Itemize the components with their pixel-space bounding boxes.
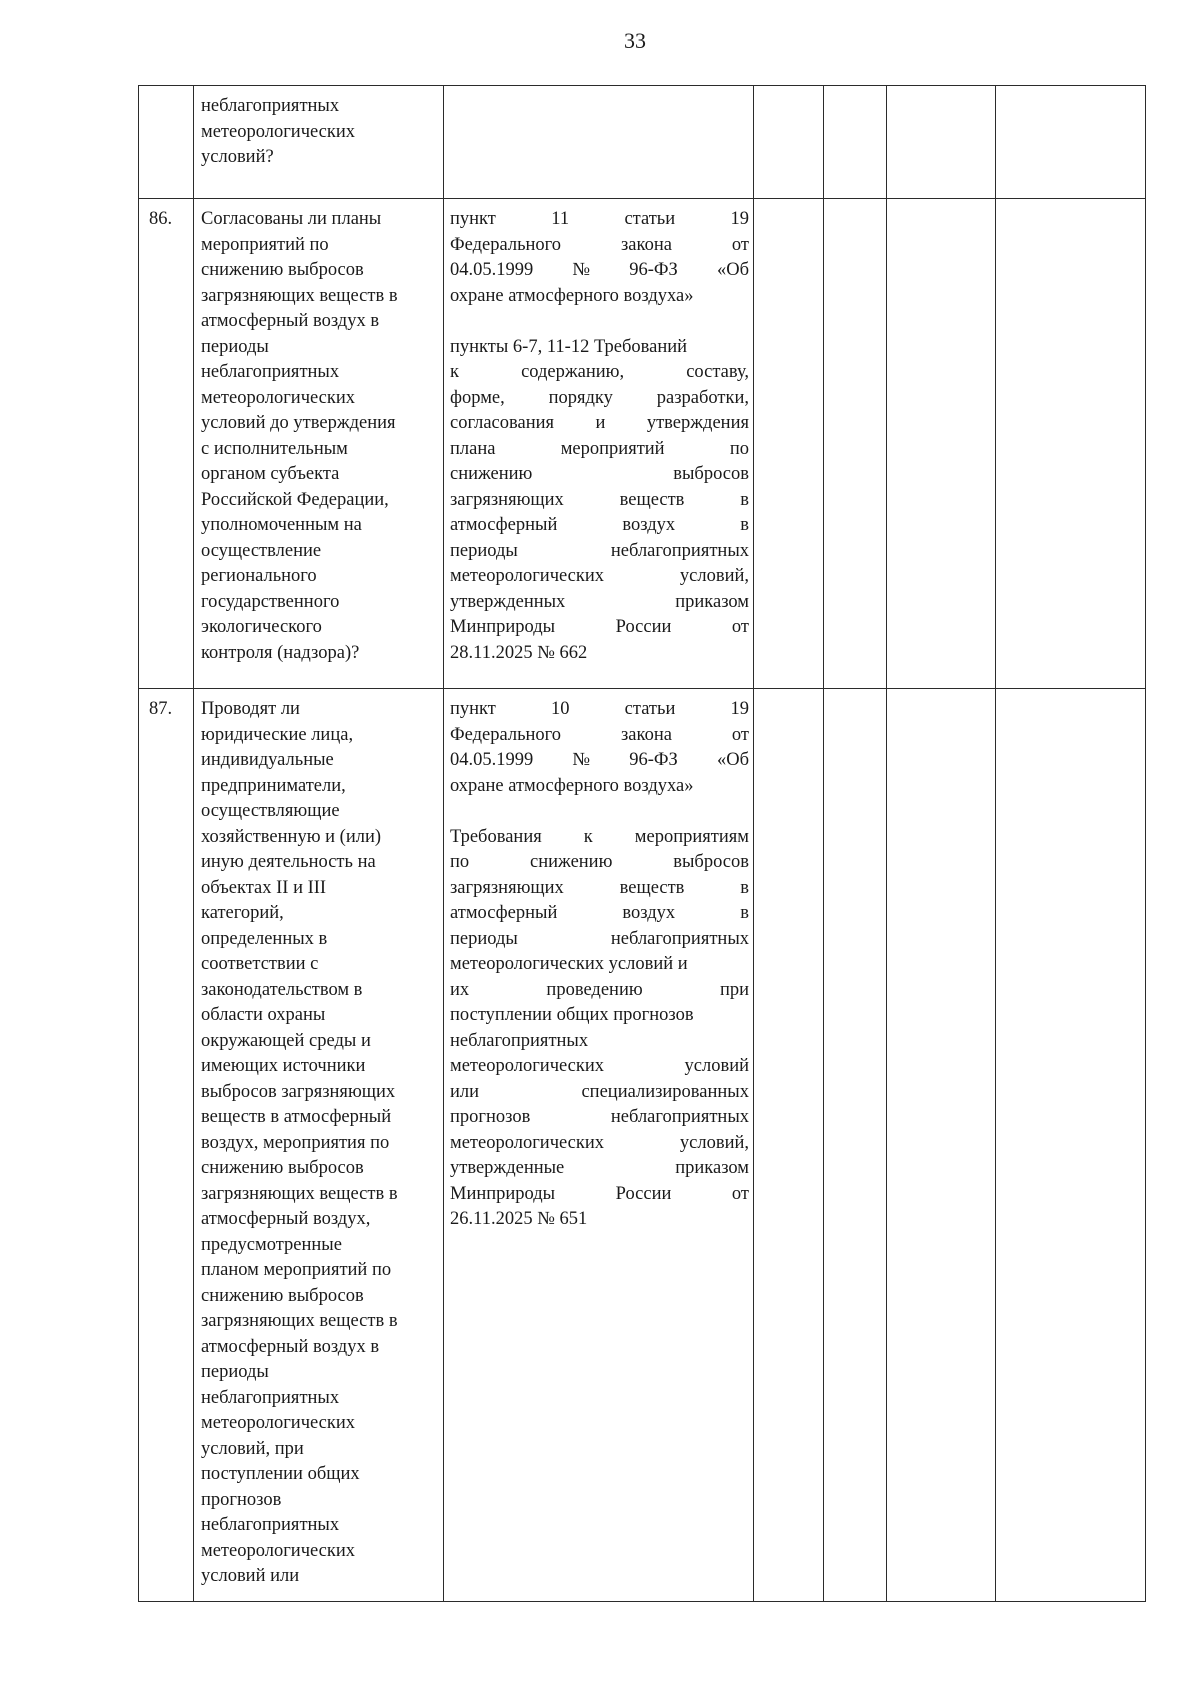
question-line: снижению выбросов [201, 1285, 364, 1306]
question-line: предприниматели, [201, 775, 346, 796]
reference-line [450, 697, 749, 723]
question-line: окружающей среды и [201, 1030, 371, 1051]
reference-word: 04.05.1999 [450, 260, 534, 280]
reference-word: периоды [450, 928, 518, 949]
reference-word: неблагоприятных [610, 540, 749, 561]
empty-cell-b [824, 86, 887, 199]
question-line: осуществляющие [201, 801, 340, 821]
question-line: веществ в атмосферный [201, 1107, 392, 1127]
reference-word: выбросов [673, 464, 749, 484]
question-line: атмосферный воздух в [201, 311, 380, 331]
question-line: загрязняющих веществ в [201, 285, 398, 306]
reference-word: Федерального [450, 724, 562, 745]
reference-line [450, 1131, 749, 1157]
reference-line [450, 748, 749, 774]
reference-word: атмосферный [450, 903, 558, 923]
reference-word: плана [450, 438, 496, 459]
reference-line [450, 590, 749, 616]
reference-line [450, 850, 749, 876]
reference-word: метеорологических [450, 566, 605, 586]
question-line: определенных в [201, 928, 328, 949]
reference-line: пункты 6-7, 11-12 Требований [450, 336, 688, 357]
reference-word: № [572, 260, 591, 280]
question-line: загрязняющих веществ в [201, 1311, 398, 1331]
reference-word: специализированных [581, 1081, 749, 1102]
reference-word: веществ [619, 489, 685, 510]
reference-line [450, 437, 749, 463]
reference-word: атмосферный [450, 515, 558, 535]
reference-line: неблагоприятных [450, 1030, 589, 1051]
reference-word: к [583, 826, 593, 847]
reference-word: метеорологических [450, 1056, 605, 1076]
reference-word: Минприроды [450, 1183, 556, 1204]
question-line: контроля (надзора)? [201, 642, 360, 663]
question-line: с исполнительным [201, 438, 348, 459]
reference-word: 96-ФЗ [629, 260, 678, 280]
question-line: загрязняющих веществ в [201, 1183, 398, 1204]
question-line: планом мероприятий по [201, 1260, 392, 1280]
empty-cell-a [754, 689, 824, 1602]
reference-word: снижению [530, 852, 613, 872]
question-line: метеорологических [201, 1540, 356, 1561]
question-line: Согласованы ли планы [201, 209, 382, 229]
reference-line [450, 978, 749, 1004]
reference-word: при [719, 979, 749, 1000]
reference-word: от [731, 1183, 749, 1204]
question-line: прогнозов [201, 1489, 282, 1510]
reference-line: поступлении общих прогнозов [450, 1005, 694, 1025]
reference-word: или [450, 1081, 480, 1102]
empty-cell-b [824, 689, 887, 1602]
reference-word: 19 [730, 699, 749, 719]
empty-cell-a [754, 86, 824, 199]
question-cell [194, 86, 444, 199]
reference-line [450, 462, 749, 488]
question-cell [194, 199, 444, 689]
reference-word: «Об [716, 750, 749, 770]
reference-word: составу, [686, 362, 749, 382]
reference-line [450, 564, 749, 590]
reference-line [450, 360, 749, 386]
reference-line [450, 258, 749, 284]
reference-word: 11 [551, 209, 570, 229]
reference-word: Минприроды [450, 617, 556, 637]
question-line: условий? [201, 147, 274, 167]
reference-word: и [595, 413, 606, 433]
reference-word: от [731, 724, 749, 745]
reference-line [450, 488, 749, 514]
question-line: органом субъекта [201, 464, 340, 484]
reference-word: пункт [450, 699, 496, 719]
question-line: неблагоприятных [201, 1387, 340, 1408]
question-line: объектах II и III [201, 877, 327, 898]
reference-word: Требования [450, 826, 542, 847]
question-line: регионального [201, 566, 317, 586]
reference-line: 28.11.2025 № 662 [450, 642, 588, 663]
reference-word: загрязняющих [450, 489, 564, 510]
reference-word: закона [621, 234, 672, 255]
reference-word: порядку [548, 387, 613, 408]
question-line: иную деятельность на [201, 852, 376, 872]
question-line: осуществление [201, 540, 322, 561]
reference-word: прогнозов [450, 1107, 531, 1127]
reference-word: приказом [675, 1158, 749, 1178]
question-line: поступлении общих [201, 1464, 360, 1484]
question-line: соответствии с [201, 954, 319, 974]
reference-word: их [450, 979, 470, 1000]
reference-line [450, 927, 749, 953]
table-row [139, 86, 1146, 199]
reference-word: закона [621, 724, 672, 745]
reference-line [450, 723, 749, 749]
reference-word: снижению [450, 464, 533, 484]
reference-cell [444, 689, 754, 1602]
reference-line [450, 901, 749, 927]
reference-word: содержанию, [521, 362, 625, 382]
reference-line [450, 1156, 749, 1182]
reference-word: метеорологических [450, 1132, 605, 1153]
reference-line: охране атмосферного воздуха» [450, 285, 694, 306]
reference-line [450, 207, 749, 233]
reference-word: приказом [675, 591, 749, 612]
reference-line [450, 1182, 749, 1208]
reference-word: неблагоприятных [610, 1107, 749, 1127]
question-line: законодательством в [201, 979, 363, 1000]
reference-word: пункт [450, 209, 496, 229]
reference-line [450, 233, 749, 259]
reference-word: 96-ФЗ [629, 750, 678, 770]
reference-word: воздух [622, 515, 676, 535]
reference-cell [444, 199, 754, 689]
question-line: периоды [201, 336, 269, 357]
reference-line: охране атмосферного воздуха» [450, 775, 694, 796]
reference-word: выбросов [673, 852, 749, 872]
reference-line [450, 1054, 749, 1080]
paragraph-gap [450, 309, 749, 335]
reference-line: метеорологических условий и [450, 954, 688, 974]
reference-word: России [615, 1183, 672, 1204]
reference-line [450, 825, 749, 851]
question-line: неблагоприятных [201, 96, 340, 116]
question-line: хозяйственную и (или) [201, 826, 382, 847]
reference-cell [444, 86, 754, 199]
reference-line [450, 615, 749, 641]
question-line: имеющих источники [201, 1056, 366, 1076]
reference-word: по [729, 438, 749, 459]
empty-cell-d [996, 86, 1146, 199]
reference-word: 19 [730, 209, 749, 229]
reference-word: к [450, 362, 459, 382]
reference-word: условий [684, 1056, 749, 1076]
item-number [139, 86, 194, 199]
question-line: индивидуальные [201, 750, 334, 770]
reference-word: условий, [679, 566, 749, 586]
reference-word: утвержденных [450, 591, 566, 612]
reference-line [450, 411, 749, 437]
reference-word: периоды [450, 540, 518, 561]
reference-word: проведению [546, 979, 643, 1000]
reference-word: № [572, 750, 591, 770]
reference-word: статьи [624, 699, 676, 719]
reference-word: 10 [551, 699, 570, 719]
question-line: категорий, [201, 903, 284, 923]
question-line: условий или [201, 1566, 300, 1586]
question-line: уполномоченным на [201, 515, 362, 535]
empty-cell-a [754, 199, 824, 689]
question-line: государственного [201, 591, 340, 612]
reference-word: мероприятиям [634, 826, 749, 847]
empty-cell-c [887, 199, 996, 689]
reference-word: по [450, 852, 470, 872]
question-line: метеорологических [201, 1413, 356, 1433]
reference-word: мероприятий [560, 438, 665, 459]
question-line: области охраны [201, 1005, 326, 1025]
question-line: воздух, мероприятия по [201, 1132, 390, 1153]
question-line: снижению выбросов [201, 1158, 364, 1178]
question-line: мероприятий по [201, 234, 329, 255]
question-line: атмосферный воздух, [201, 1209, 371, 1229]
question-line: выбросов загрязняющих [201, 1081, 396, 1102]
reference-line [450, 876, 749, 902]
empty-cell-d [996, 689, 1146, 1602]
question-line: Российской Федерации, [201, 489, 389, 510]
reference-word: утверждения [646, 413, 749, 433]
reference-word: разработки, [656, 387, 749, 408]
question-line: неблагоприятных [201, 362, 340, 382]
item-number: 86. [139, 199, 194, 689]
question-line: юридические лица, [201, 724, 354, 745]
reference-line [450, 1080, 749, 1106]
page-number: 33 [624, 28, 646, 53]
reference-word: в [740, 903, 749, 923]
empty-cell-b [824, 199, 887, 689]
reference-line [450, 513, 749, 539]
question-line: атмосферный воздух в [201, 1336, 380, 1357]
reference-word: Федерального [450, 234, 562, 255]
reference-word: в [740, 515, 749, 535]
reference-word: «Об [716, 260, 749, 280]
reference-word: условий, [679, 1132, 749, 1153]
reference-word: утвержденные [450, 1158, 565, 1178]
reference-word: веществ [619, 877, 685, 898]
question-line: неблагоприятных [201, 1515, 340, 1535]
question-line: снижению выбросов [201, 260, 364, 280]
empty-cell-d [996, 199, 1146, 689]
reference-line [450, 1105, 749, 1131]
table-row [139, 199, 1146, 689]
empty-cell-c [887, 689, 996, 1602]
reference-line [450, 539, 749, 565]
reference-word: форме, [450, 387, 505, 408]
table-row [139, 689, 1146, 1602]
reference-line [450, 386, 749, 412]
reference-word: 04.05.1999 [450, 750, 534, 770]
reference-word: в [740, 877, 749, 898]
question-line: предусмотренные [201, 1234, 342, 1255]
reference-word: в [740, 489, 749, 510]
question-cell [194, 689, 444, 1602]
requirements-table [138, 85, 1146, 1602]
item-number: 87. [139, 689, 194, 1602]
question-line: условий до утверждения [201, 413, 396, 433]
question-line: Проводят ли [201, 699, 300, 719]
reference-line: 26.11.2025 № 651 [450, 1209, 588, 1229]
question-line: периоды [201, 1362, 269, 1382]
empty-cell-c [887, 86, 996, 199]
reference-word: России [615, 617, 672, 637]
question-line: метеорологических [201, 121, 356, 142]
reference-word: неблагоприятных [610, 928, 749, 949]
paragraph-gap [450, 799, 749, 825]
reference-word: воздух [622, 903, 676, 923]
reference-word: согласования [450, 413, 555, 433]
reference-word: загрязняющих [450, 877, 564, 898]
reference-word: статьи [624, 209, 676, 229]
reference-word: от [731, 617, 749, 637]
reference-word: от [731, 234, 749, 255]
question-line: метеорологических [201, 387, 356, 408]
question-line: экологического [201, 617, 322, 637]
question-line: условий, при [201, 1438, 304, 1459]
